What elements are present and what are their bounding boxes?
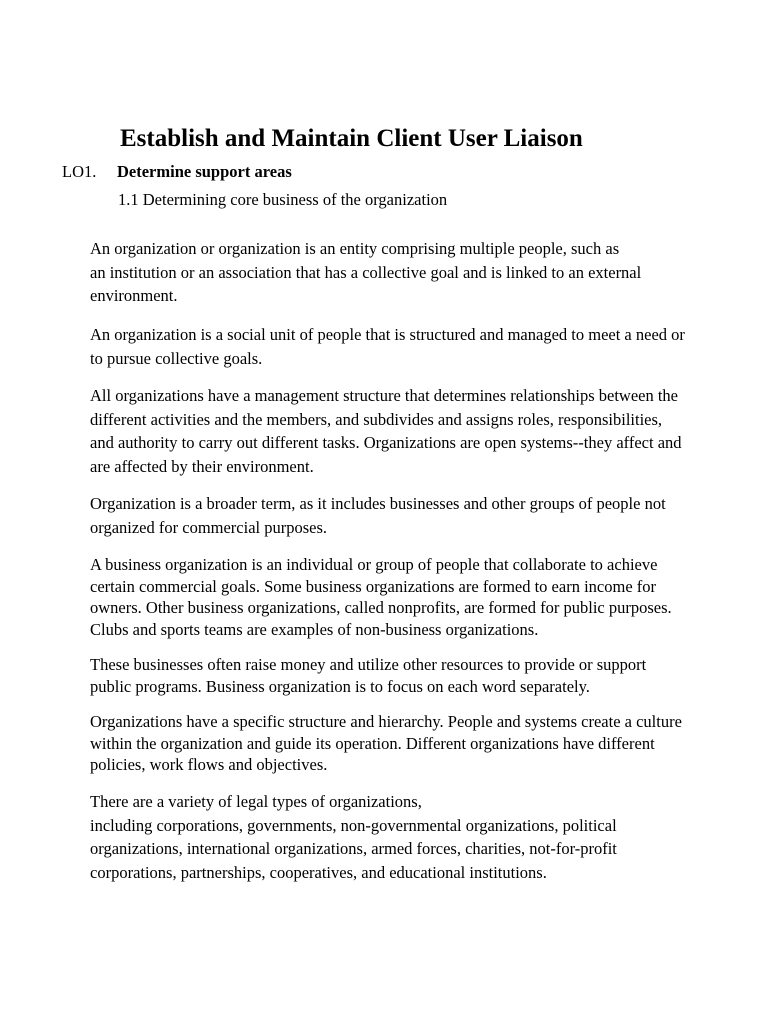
- paragraph-line: and authority to carry out different tasks. Organizations are open systems--they affect and: [90, 433, 682, 452]
- learning-outcome-title: Determine support areas: [117, 162, 292, 181]
- paragraph-line: These businesses often raise money and utilize other resources to provide or support: [90, 655, 647, 674]
- learning-outcome-code: LO1.: [62, 162, 97, 181]
- paragraph-line: An organization or organization is an entity comprising multiple people, such as: [90, 239, 620, 258]
- paragraph-line: All organizations have a management structure that determines relationships between the: [90, 386, 678, 405]
- paragraph-line: environment.: [90, 286, 178, 305]
- paragraph-line: Organization is a broader term, as it includes businesses and other groups of people not: [90, 494, 666, 513]
- paragraph-3: [90, 384, 682, 478]
- paragraph-2: [90, 323, 685, 370]
- paragraph-line: certain commercial goals. Some business organizations are formed to earn income for: [90, 576, 657, 596]
- paragraph-5: [90, 554, 672, 640]
- paragraph-line: an institution or an association that has a collective goal and is linked to an external: [90, 262, 642, 282]
- document-title: Establish and Maintain Client User Liaison: [120, 125, 583, 152]
- paragraph-line: A business organization is an individual or group of people that collaborate to achieve: [90, 555, 658, 574]
- paragraph-line: policies, work flows and objectives.: [90, 755, 328, 774]
- paragraph-line: public programs. Business organization is to focus on each word separately.: [90, 676, 590, 696]
- paragraph-4: [90, 492, 666, 539]
- paragraph-7: [90, 711, 682, 776]
- subsection-heading: 1.1 Determining core business of the organization: [118, 190, 448, 209]
- paragraph-8: [90, 790, 617, 884]
- paragraph-line: to pursue collective goals.: [90, 348, 263, 368]
- paragraph-line: different activities and the members, and subdivides and assigns roles, responsibilities,: [90, 409, 663, 429]
- paragraph-line: Clubs and sports teams are examples of non-business organizations.: [90, 619, 539, 639]
- paragraph-line: including corporations, governments, non-governmental organizations, political: [90, 815, 617, 835]
- paragraph-line: are affected by their environment.: [90, 456, 314, 476]
- paragraph-line: corporations, partnerships, cooperatives, and educational institutions.: [90, 862, 547, 882]
- paragraph-line: within the organization and guide its operation. Different organizations have different: [90, 733, 655, 753]
- paragraph-line: An organization is a social unit of people that is structured and managed to meet a need or: [90, 325, 685, 344]
- paragraph-line: owners. Other business organizations, called nonprofits, are formed for public purposes.: [90, 598, 672, 617]
- paragraph-1: [90, 237, 641, 308]
- paragraph-line: Organizations have a specific structure and hierarchy. People and systems create a culture: [90, 712, 682, 731]
- paragraph-line: organizations, international organizations, armed forces, charities, not-for-profit: [90, 839, 617, 858]
- paragraph-line: There are a variety of legal types of organizations,: [90, 792, 422, 811]
- paragraph-line: organized for commercial purposes.: [90, 517, 328, 537]
- paragraph-6: [90, 654, 646, 697]
- learning-outcome-heading: [62, 161, 292, 183]
